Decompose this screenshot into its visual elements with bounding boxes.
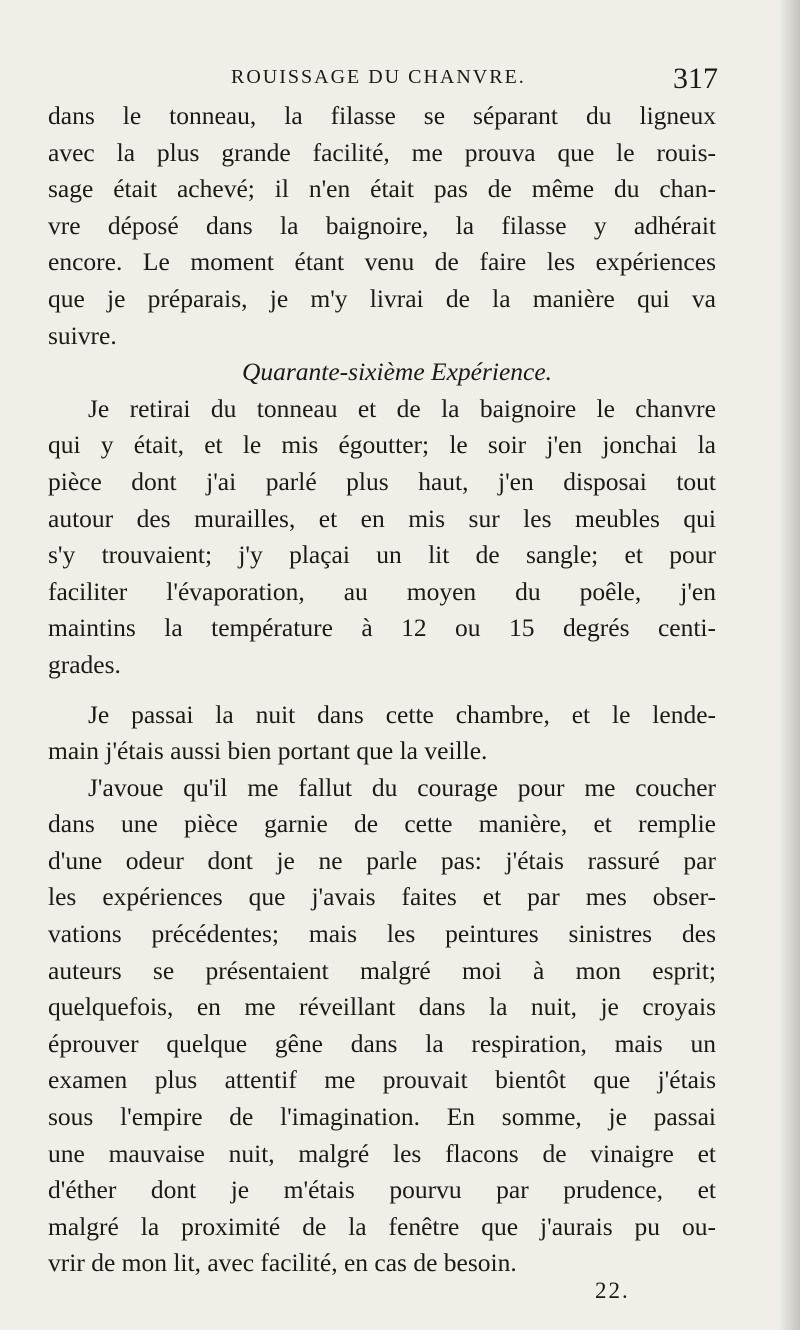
text-line: vations précédentes; mais les peintures sinistres des [48, 919, 716, 949]
page-edge-shadow [778, 0, 800, 1330]
signature-mark: 22. [595, 1278, 630, 1303]
paragraph-1 [48, 98, 716, 354]
text-line: d'éther dont je m'étais pourvu par prudence, et [48, 1175, 716, 1205]
text-line: autour des murailles, et en mis sur les meubles qui [48, 503, 716, 533]
text-line: les expériences que j'avais faites et par mes obser- [48, 882, 716, 912]
text-line: grades. [48, 649, 121, 679]
body-text [48, 98, 716, 1282]
text-line: une mauvaise nuit, malgré les flacons de vinaigre et [48, 1138, 716, 1168]
text-line: malgré la proximité de la fenêtre que j'aurais pu ou- [48, 1211, 716, 1241]
running-head [48, 62, 718, 98]
text-line: vre déposé dans la baignoire, la filasse y adhérait [48, 210, 716, 240]
section-heading: Quarante-sixième Expérience. [241, 357, 553, 387]
text-line: avec la plus grande facilité, me prouva que le rouis- [48, 137, 716, 167]
paragraph-4 [48, 770, 716, 1282]
text-line: suivre. [48, 320, 117, 350]
text-line: éprouver quelque gêne dans la respiration, mais un [48, 1028, 716, 1058]
text-line: maintins la température à 12 ou 15 degrés centi- [48, 613, 716, 643]
paragraph-3 [48, 697, 716, 770]
text-line: s'y trouvaient; j'y plaçai un lit de sangle; et pour [48, 540, 716, 570]
text-line: faciliter l'évaporation, au moyen du poêle, j'en [48, 576, 716, 606]
text-line: sage était achevé; il n'en était pas de même du chan- [48, 174, 716, 204]
text-line: quelquefois, en me réveillant dans la nuit, je croyais [48, 992, 716, 1022]
text-line: pièce dont j'ai parlé plus haut, j'en disposai tout [48, 466, 716, 496]
text-line: auteurs se présentaient malgré moi à mon esprit; [48, 955, 716, 985]
text-line: Je passai la nuit dans cette chambre, et le lende- [88, 699, 716, 729]
text-line: Je retirai du tonneau et de la baignoire le chanvre [88, 393, 716, 423]
text-line: qui y était, et le mis égoutter; le soir j'en jonchai la [48, 430, 716, 460]
text-line: dans une pièce garnie de cette manière, et remplie [48, 809, 716, 839]
running-title: ROUISSAGE DU CHANVRE. [231, 66, 526, 88]
text-line: main j'étais aussi bien portant que la veille. [48, 736, 488, 766]
text-line: J'avoue qu'il me fallut du courage pour me coucher [88, 772, 716, 802]
text-line: dans le tonneau, la filasse se séparant du ligneux [48, 101, 716, 130]
text-line: que je préparais, je m'y livrai de la manière qui va [48, 283, 716, 313]
paragraph-2 [48, 391, 716, 684]
text-line: vrir de mon lit, avec facilité, en cas de besoin. [48, 1248, 517, 1278]
text-line: d'une odeur dont je ne parle pas: j'étais rassuré par [48, 845, 716, 875]
page-number: 317 [673, 62, 718, 95]
text-line: examen plus attentif me prouvait bientôt que j'étais [48, 1065, 716, 1095]
text-line: sous l'empire de l'imagination. En somme, je passai [48, 1102, 716, 1132]
text-line: encore. Le moment étant venu de faire les expériences [48, 247, 716, 277]
